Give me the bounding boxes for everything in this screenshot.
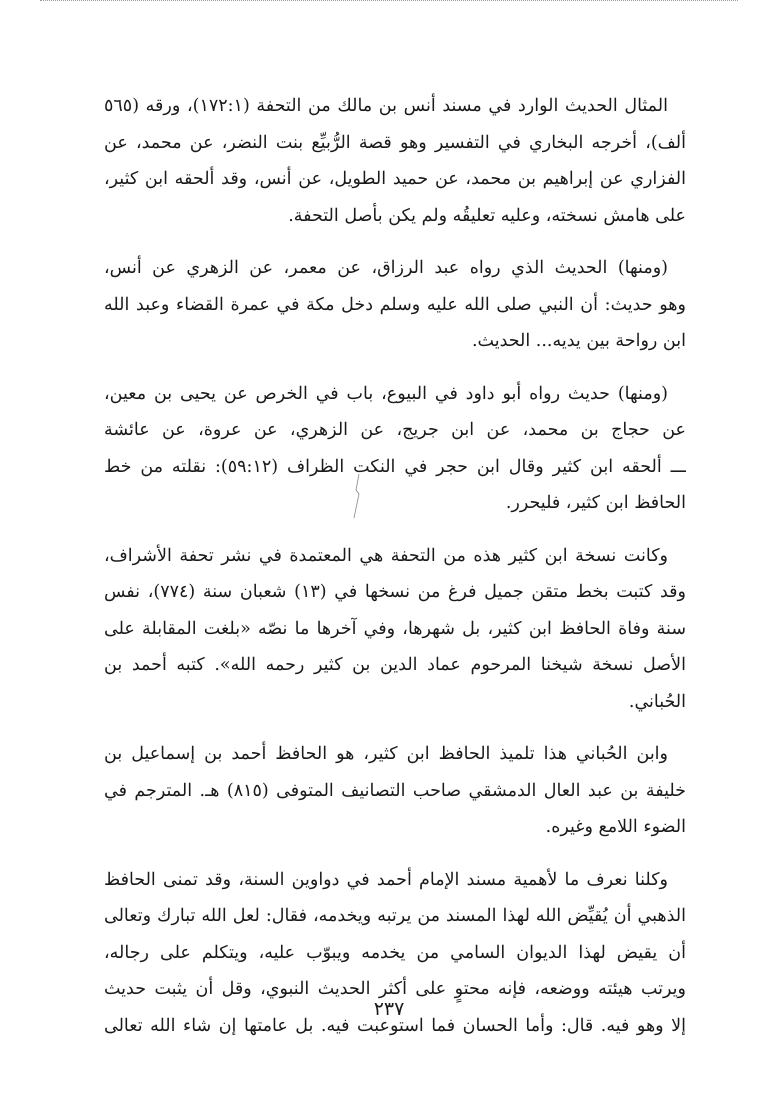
text-line: عن حجاج بن محمد، عن ابن جريج، عن الزهري، عن عروة، عن عائشة <box>104 420 686 440</box>
text-line: (ومنها) الحديث الذي رواه عبد الرزاق، عن معمر، عن الزهري عن أنس، <box>104 258 668 278</box>
text-line: وكلنا نعرف ما لأهمية مسند الإمام أحمد في دواوين السنة، وقد تمنى الحافظ <box>104 869 668 890</box>
body-text <box>104 88 686 1044</box>
text-line: سنة وفاة الحافظ ابن كثير، بل شهرها، وفي آخرها ما نصّه «بلغت المقابلة على <box>104 618 686 639</box>
text-line: أن يقيض لهذا الديوان السامي من يخدمه ويبوّب عليه، ويتكلم على رجاله، <box>104 942 686 963</box>
text-line: الأصل نسخة شيخنا المرحوم عماد الدين بن كثير رحمه الله». كتبه أحمد بن <box>104 655 686 675</box>
text-line: ـــ ألحقه ابن كثير وقال ابن حجر في النكت الظراف (٥٩:١٢): نقلته من خط <box>104 456 686 477</box>
text-line: ألف)، أخرجه البخاري في التفسير وهو قصة الرُّبيِّع بنت النضر، عن محمد، عن <box>104 132 686 153</box>
text-line: على هامش نسخته، وعليه تعليقُه ولم يكن بأصل التحفة. <box>288 205 686 226</box>
text-line: (ومنها) حديث رواه أبو داود في البيوع، باب في الخرص عن يحيى بن معين، <box>104 383 668 404</box>
paragraph-3 <box>104 376 686 522</box>
text-line: وقد كتبت بخط متقن جميل فرغ من نسخها في (١٣) شعبان سنة (٧٧٤)، نفس <box>104 582 686 602</box>
paragraph-1 <box>104 88 686 234</box>
text-line: ابن رواحة بين يديه... الحديث. <box>471 331 686 351</box>
paragraph-2 <box>104 250 686 360</box>
text-line: المثال الحديث الوارد في مسند أنس بن مالك من التحفة (١٧٢:١)، ورقه (٥٦٥ <box>104 96 668 116</box>
text-line: خليفة بن عبد العال الدمشقي صاحب التصانيف المتوفى (٨١٥) هـ. المترجم في <box>104 780 686 801</box>
text-line: الحُباني. <box>628 691 686 712</box>
page-number: ٢٣٧ <box>373 998 405 1020</box>
text-line: الذهبي أن يُقيِّض الله لهذا المسند من يرتبه ويخدمه، فقال: لعل الله تبارك وتعالى <box>104 906 686 926</box>
paragraph-4 <box>104 538 686 721</box>
text-line: وهو حديث: أن النبي صلى الله عليه وسلم دخل مكة في عمرة القضاء وعبد الله <box>104 294 686 315</box>
pen-mark-icon <box>350 472 364 520</box>
text-line: إلا وهو فيه. قال: وأما الحسان فما استوعبت فيه. بل عامتها إن شاء الله تعالى <box>104 1015 686 1036</box>
text-line: وابن الحُباني هذا تلميذ الحافظ ابن كثير، هو الحافظ أحمد بن إسماعيل بن <box>104 744 668 764</box>
text-line: الحافظ ابن كثير، فليحرر. <box>505 493 686 513</box>
top-border <box>40 0 738 4</box>
text-line: الفزاري عن إبراهيم بن محمد، عن حميد الطويل، عن أنس، وقد ألحقه ابن كثير، <box>104 169 686 189</box>
paragraph-5 <box>104 736 686 846</box>
text-line: ويرتب هيئته ووضعه، فإنه محتوٍ على أكثر الحديث النبوي، وقل أن يثبت حديث <box>104 979 686 999</box>
text-line: وكانت نسخة ابن كثير هذه من التحفة هي المعتمدة في نشر تحفة الأشراف، <box>104 545 668 566</box>
text-line: الضوء اللامع وغيره. <box>545 817 686 837</box>
